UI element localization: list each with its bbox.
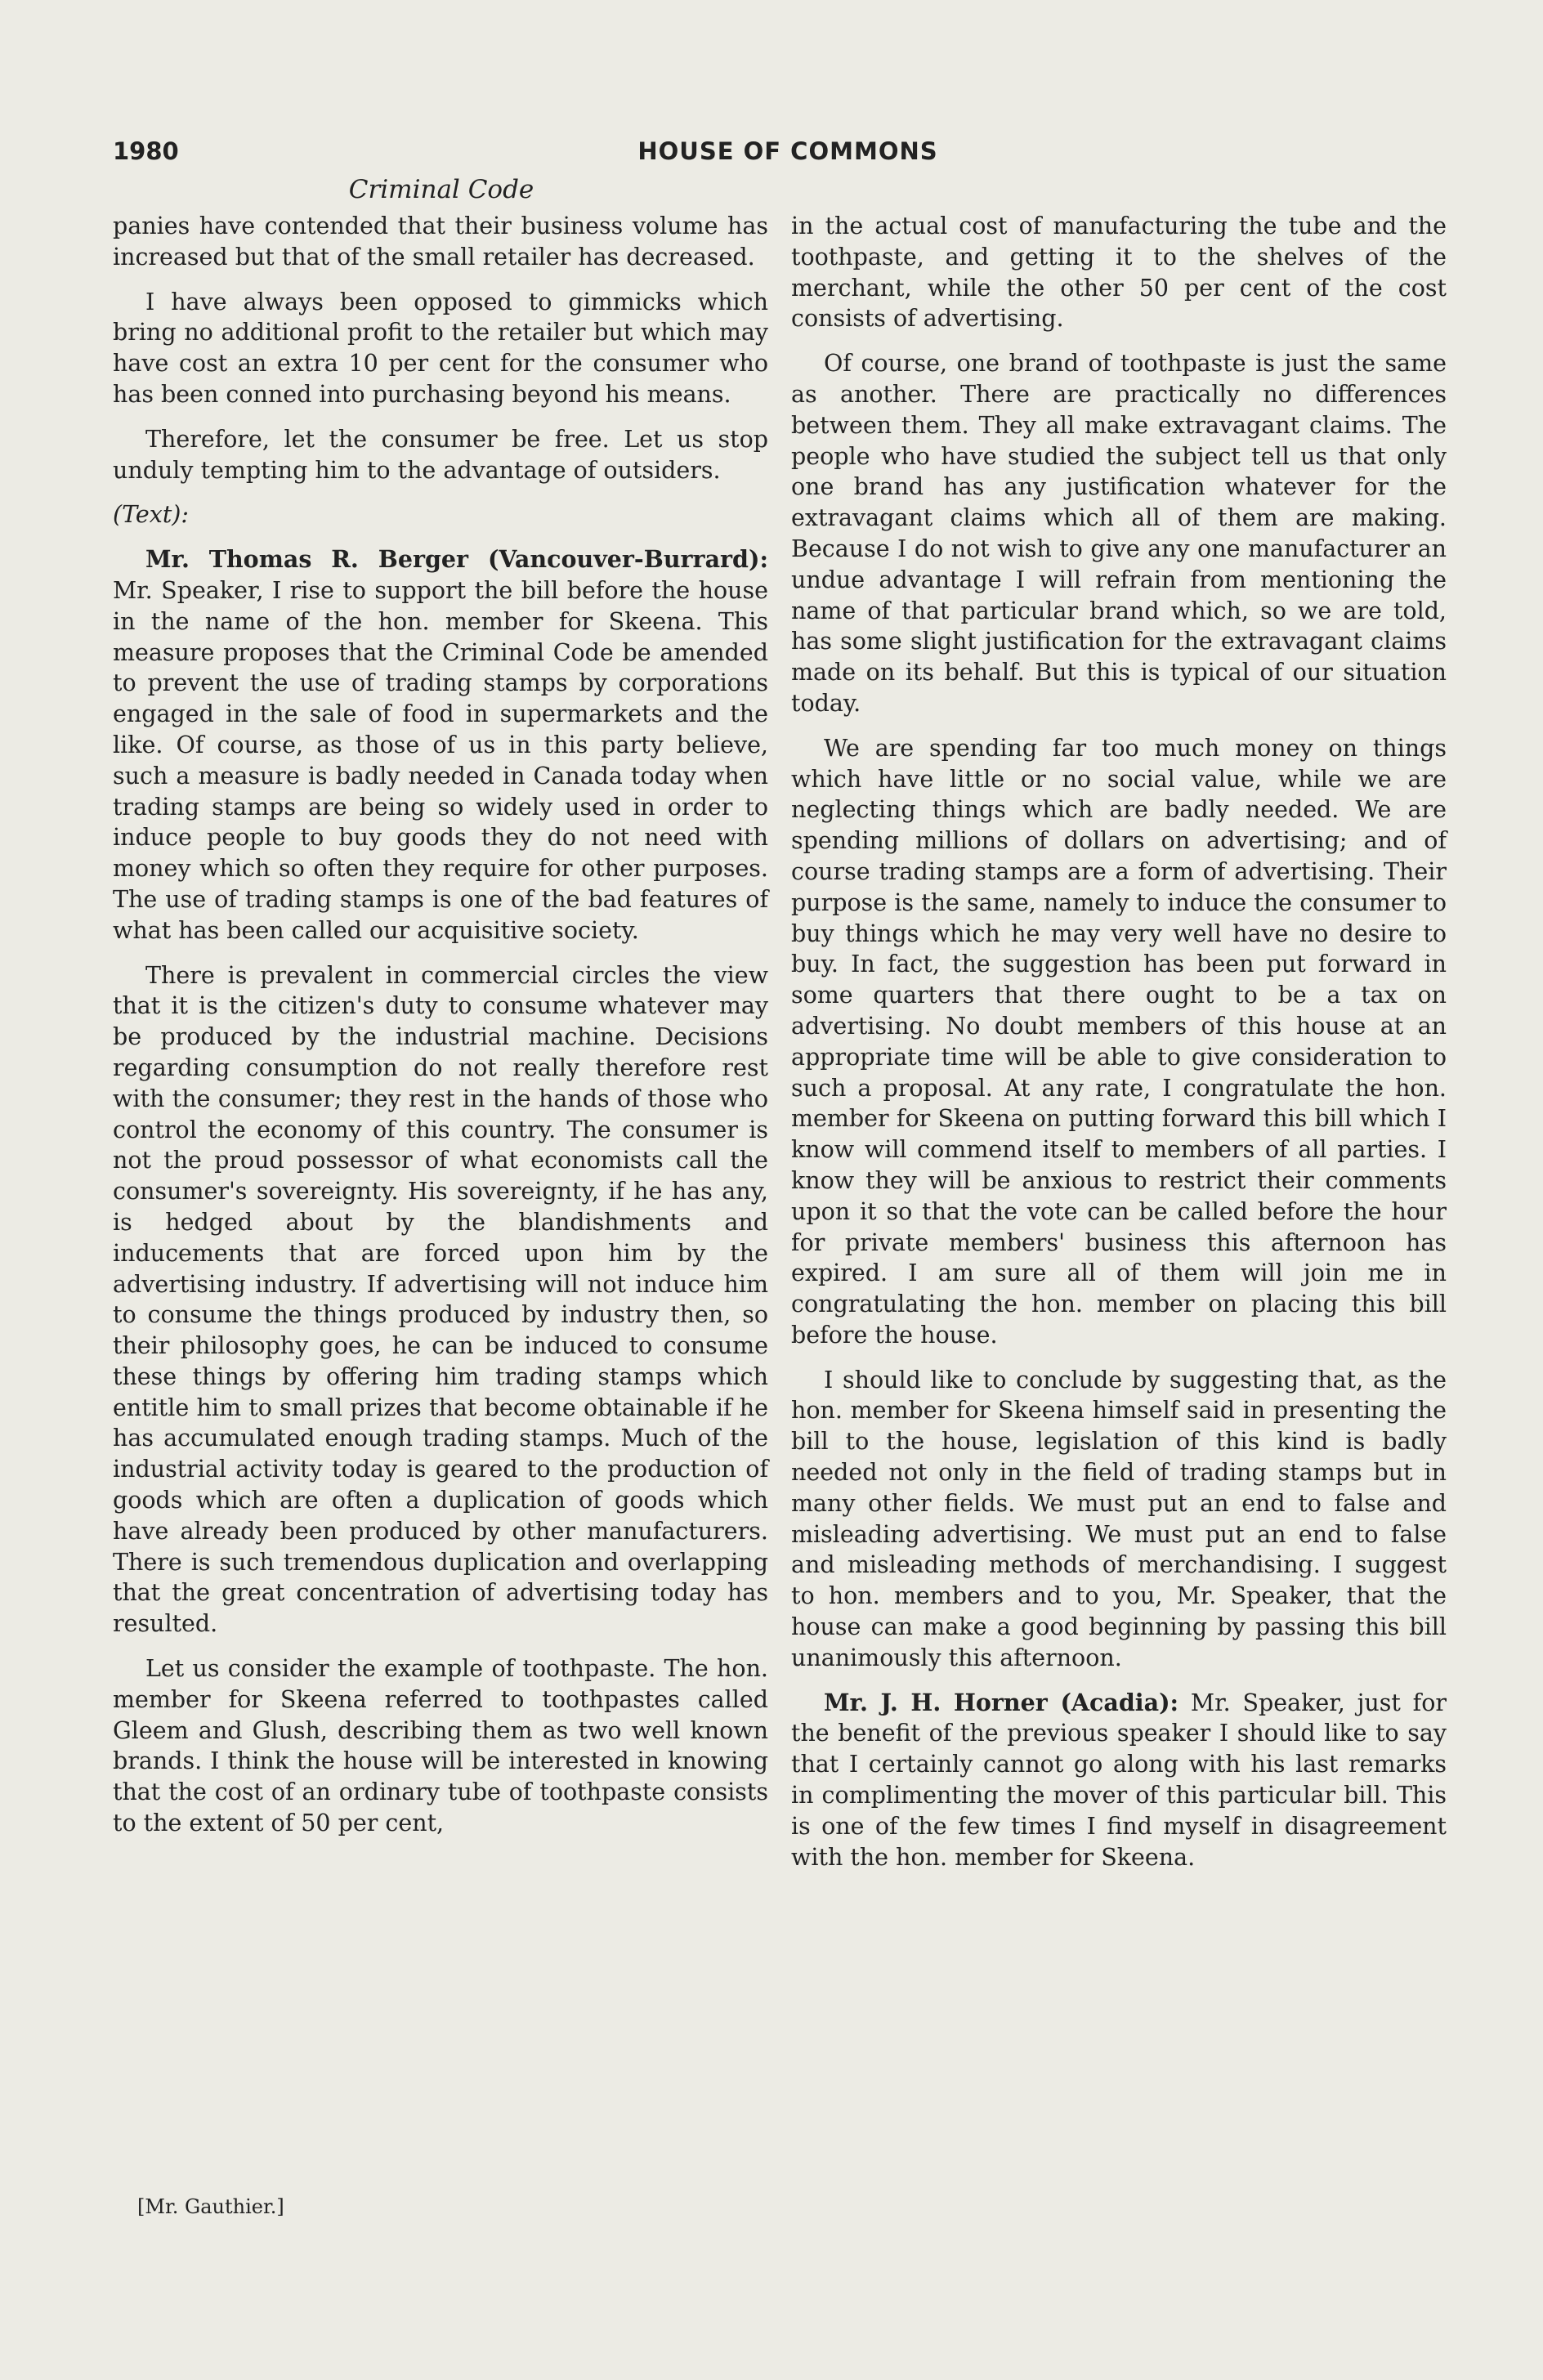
paragraph: Therefore, let the consumer be free. Let us stop unduly tempting him to the advantage of outsiders. xyxy=(113,425,768,484)
speech-paragraph xyxy=(791,1688,1447,1873)
paragraph: I have always been opposed to gimmicks which bring no additional profit to the retailer but which may have cost an extra 10 per cent for the consumer who has been conned into purchasing beyond his means. xyxy=(113,288,768,408)
left-column xyxy=(113,211,768,1853)
speaker-name: Mr. J. H. Horner (Acadia): xyxy=(824,1688,1179,1716)
paragraph: Let us consider the example of toothpaste. The hon. member for Skeena referred to toothpastes called Gleem and Glush, describing them as two well known brands. I think the house will be interested in knowing that the cost of an ordinary tube of toothpaste consists to the extent of 50 per cent, xyxy=(113,1655,768,1837)
paragraph: I should like to conclude by suggesting that, as the hon. member for Skeena himself said in presenting the bill to the house, legislation of this kind is badly needed not only in the field of trading stamps but in many other fields. We must put an end to false and misleading advertising. We must put an end to false and misleading methods of merchandising. I suggest to hon. members and to you, Mr. Speaker, that the house can make a good beginning by passing this bill unanimously this afternoon. xyxy=(791,1366,1447,1671)
speaker-name: Mr. Thomas R. Berger (Vancouver-Burrard): xyxy=(145,545,768,574)
running-head: HOUSE OF COMMONS xyxy=(637,137,938,165)
paragraph: in the actual cost of manufacturing the tube and the toothpaste, and getting it to the shelves of the merchant, while the other 50 per cent of the cost consists of advertising. xyxy=(791,212,1447,333)
section-title: Criminal Code xyxy=(348,175,534,204)
right-column xyxy=(791,211,1447,1886)
paragraph: Of course, one brand of toothpaste is just the same as another. There are practically no differences between them. They all make extravagant claims. The people who have studied the subject tell us that only one brand has any justification whatever for the extravagant claims which all of them are making. Because I do not wish to give any one manufacturer an undue advantage I will refrain from mentioning the name of that particular brand which, so we are told, has some slight justification for the extravagant claims made on its behalf. But this is typical of our situation today. xyxy=(791,350,1447,717)
text-marker: (Text): xyxy=(113,501,190,529)
page-header xyxy=(113,137,1463,178)
speech-text: Mr. Speaker, just for the benefit of the previous speaker I should like to say that I certainly cannot go along with his last remarks in complimenting the mover of this particular bill. This is one of the few times I find myself in disagreement with the hon. member for Skeena. xyxy=(791,1689,1447,1871)
paragraph: panies have contended that their business volume has increased but that of the small retailer has decreased. xyxy=(113,212,768,271)
speech-paragraph xyxy=(113,544,768,946)
speech-text: Mr. Speaker, I rise to support the bill before the house in the name of the hon. member for Skeena. This measure proposes that the Criminal Code be amended to prevent the use of trading stamps by corporations engaged in the sale of food in supermarkets and the like. Of course, as those of us in this party believe, such a measure is badly needed in Canada today when trading stamps are being so widely used in order to induce people to buy goods they do not need with money which so often they require for other purposes. The use of trading stamps is one of the bad features of what has been called our acquisitive society. xyxy=(113,576,768,944)
footer-note: [Mr. Gauthier.] xyxy=(137,2195,284,2218)
paragraph: We are spending far too much money on things which have little or no social value, while we are neglecting things which are badly needed. We are spending millions of dollars on advertising; and of course trading stamps are a form of advertising. Their purpose is the same, namely to induce the consumer to buy things which he may very well have no desire to buy. In fact, the suggestion has been put forward in some quarters that there ought to be a tax on advertising. No doubt members of this house at an appropriate time will be able to give consideration to such a proposal. At any rate, I congratulate the hon. member for Skeena on putting forward this bill which I know will commend itself to members of all parties. I know they will be anxious to restrict their comments upon it so that the vote can be called before the hour for private members' business this afternoon has expired. I am sure all of them will join me in congratulating the hon. member on placing this bill before the house. xyxy=(791,734,1447,1349)
paragraph: There is prevalent in commercial circles the view that it is the citizen's duty to consume whatever may be produced by the industrial machine. Decisions regarding consumption do not really therefore rest with the consumer; they rest in the hands of those who control the economy of this country. The consumer is not the proud possessor of what economists call the consumer's sovereignty. His sovereignty, if he has any, is hedged about by the blandishments and inducements that are forced upon him by the advertising industry. If advertising will not induce him to consume the things produced by industry then, so their philosophy goes, he can be induced to consume these things by offering him trading stamps which entitle him to small prizes that become obtainable if he has accumulated enough trading stamps. Much of the industrial activity today is geared to the production of goods which are often a duplication of goods which have already been produced by other manufacturers. There is such tremendous duplication and overlapping that the great concentration of advertising today has resulted. xyxy=(113,961,768,1638)
page-number: 1980 xyxy=(113,137,179,165)
